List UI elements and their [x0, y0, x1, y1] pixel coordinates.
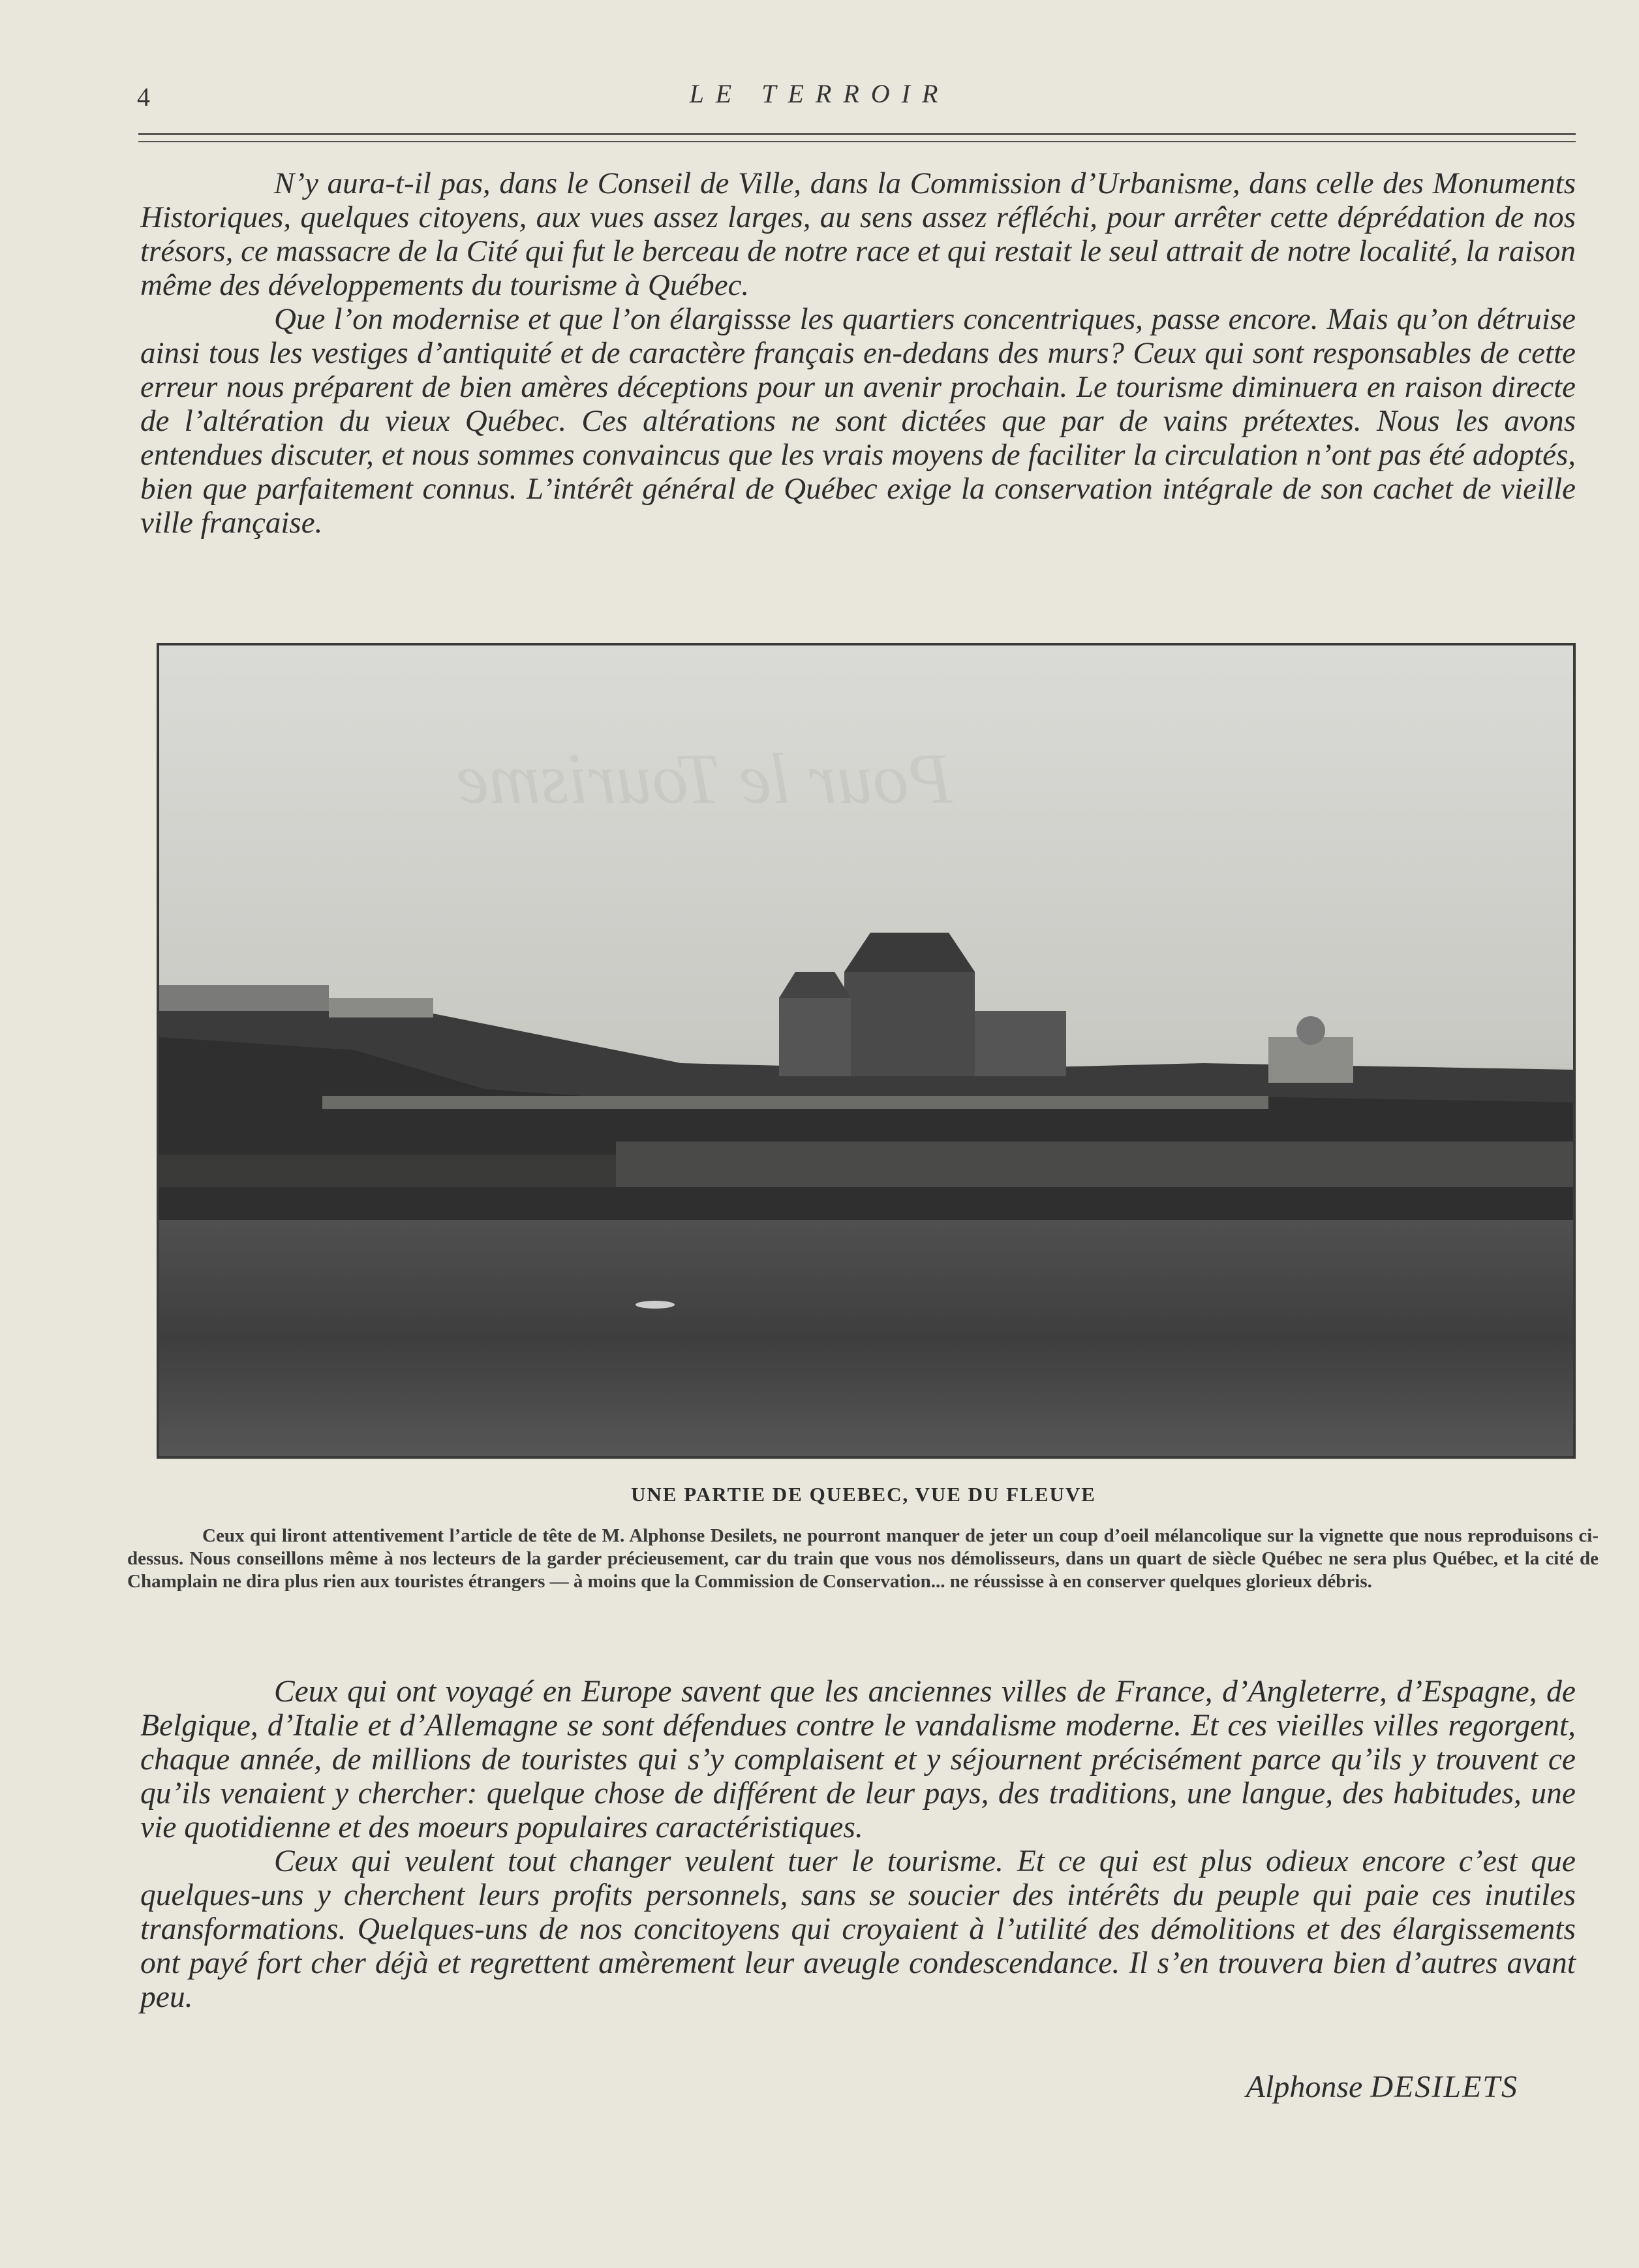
article-bottom-text — [140, 1675, 1576, 2014]
running-title: LE TERROIR — [689, 79, 950, 108]
paragraph: Ceux qui ont voyagé en Europe savent que les anciennes villes de France, d’Angleterre, d’Espagne, de Belgique, d’Italie et d’Allemagne se sont défendues contre le vandalisme moderne. Et ces vieilles villes regorgent, chaque année, de millions de touristes qui s’y complaisent et y séjournent précisément parce qu’ils y trouvent ce qu’ils venaient y chercher: quelque chose de différent de leur pays, des traditions, une langue, des habitudes, une vie quotidienne et des moeurs populaires caractéristiques. — [140, 1675, 1576, 1844]
article-top-text — [140, 166, 1576, 540]
page-number: 4 — [137, 82, 150, 112]
caption-text: Ceux qui liront attentivement l’article de tête de M. Alphonse Desilets, ne pourront manquer de jeter un coup d’oeil mélancolique sur la vignette que nous reproduisons ci-dessus. Nous conseillons même à nos lecteurs de la garder précieusement, car du train que vous nos démolisseurs, dans un quart de siècle Québec ne sera plus Québec, et la cité de Champlain ne dira plus rien aux touristes étrangers — à moins que la Commission de Conservation... ne réussisse à en conserver quelques glorieux débris. — [127, 1525, 1599, 1592]
author-first-name: Alphonse — [1246, 2070, 1363, 2104]
paragraph: Que l’on modernise et que l’on élargissse les quartiers concentriques, passe encore. Mais qu’on détruise ainsi tous les vestiges d’antiquité et de caractère français en-dedans des murs? Ceux qui sont responsables de cette erreur nous préparent de bien amères déceptions pour un avenir prochain. Le tourisme diminuera en raison directe de l’altération du vieux Québec. Ces altérations ne sont dictées que par de vains prétextes. Nous les avons entendues discuter, et nous sommes convaincus que les vrais moyens de faciliter la circulation n’ont pas été adoptés, bien que parfaitement connus. L’intérêt général de Québec exige la conservation intégrale de son cachet de vieille ville française. — [140, 302, 1576, 540]
author-signature — [1246, 2069, 1518, 2105]
header-rule-top — [138, 133, 1576, 135]
author-surname: DESILETS — [1370, 2070, 1518, 2104]
bleed-through-text: Pour le Tourisme — [457, 739, 953, 818]
figure-caption — [127, 1525, 1599, 1593]
header-rule-bottom — [138, 141, 1576, 142]
paragraph: Ceux qui veulent tout changer veulent tuer le tourisme. Et ce qui est plus odieux encore c’est que quelques-uns y cherchent leurs profits personnels, sans se soucier des intérêts du peuple qui paie ces inutiles transformations. Quelques-uns de nos concitoyens qui croyaient à l’utilité des démolitions et des élargissements ont payé fort cher déjà et regrettent amèrement leur aveugle condescendance. Il s’en trouvera bien d’autres avant peu. — [140, 1844, 1576, 2014]
paragraph: N’y aura-t-il pas, dans le Conseil de Ville, dans la Commission d’Urbanisme, dans celle des Monuments Historiques, quelques citoyens, aux vues assez larges, au sens assez réfléchi, pour arrêter cette déprédation de nos trésors, ce massacre de la Cité qui fut le berceau de notre race et qui restait le seul attrait de notre localité, la raison même des développements du tourisme à Québec. — [140, 166, 1576, 302]
figure-title: UNE PARTIE DE QUEBEC, VUE DU FLEUVE — [631, 1483, 1096, 1506]
